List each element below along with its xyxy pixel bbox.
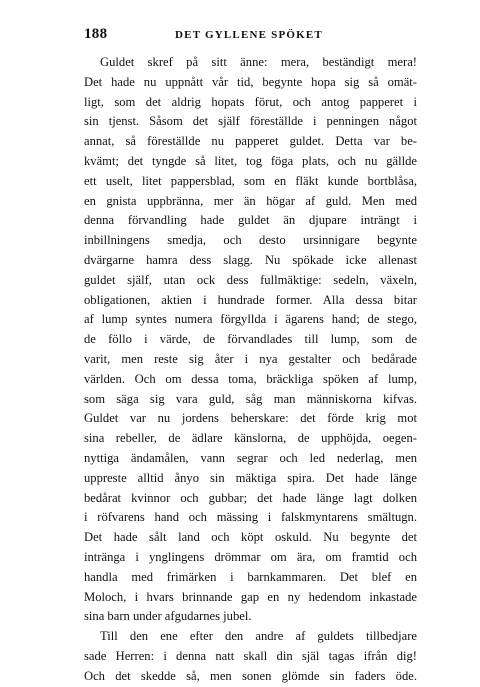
text-line: världen. Och om dessa toma, bräckliga spöken af lump,: [84, 371, 417, 386]
text-line: i röfvarens hand och mässing i falskmyntarens smältugn.: [84, 510, 417, 525]
text-line: intränga i ynglingens drömmar om ära, om framtid och: [84, 549, 417, 564]
text-line: ligt, som det aldrig hopats förut, och antog papperet i: [84, 94, 417, 109]
text-line: sin tjenst. Såsom det själf föreställde i penningen något: [84, 114, 417, 129]
text-line: annat, så föreställde nu papperet guldet. Detta var be-: [84, 134, 417, 149]
text-line: Det hade sålt land och köpt oskuld. Nu begynte det: [84, 530, 417, 545]
text-line: bedårat kvinnor och gubbar; det hade länge lagt dolken: [84, 490, 417, 505]
text-line: inbillningens smedja, och desto ursinnigare begynte: [84, 233, 417, 248]
text-line: Guldet skref på sitt änne: mera, beständigt mera!: [100, 55, 417, 69]
text-line: dvärgarne hamra dess slagg. Nu spökade icke allenast: [84, 252, 417, 267]
text-line: nyttiga ändamålen, vann segrar och led nederlag, men: [84, 450, 417, 465]
body-text: [84, 53, 417, 687]
text-line: af lump syntes numera förgyllda i ägarens hand; de stego,: [84, 312, 417, 327]
text-line: guldet själf, utan ock dess fullmäktige: sedeln, växeln,: [84, 272, 417, 287]
text-line: en gnista uppbränna, mer än högar af guld. Men med: [84, 193, 417, 208]
text-line: Guldet var nu jordens beherskare: det förde krig mot: [84, 411, 417, 426]
page-number: 188: [84, 26, 108, 42]
text-line: sina barn under afgudarnes jubel.: [84, 609, 252, 624]
text-line: handla med frimärken i barnkammaren. Det blef en: [84, 569, 417, 584]
page-header: [84, 26, 414, 46]
text-line: varit, men reste sig åter i nya gestalter och bedårade: [84, 351, 417, 366]
text-line: Moloch, i hvars brinnande gap en ny hedendom inkastade: [84, 589, 417, 604]
text-line: Till den ene efter den andre af guldets tillbedjare: [100, 629, 417, 644]
text-line: denna förvandling hade guldet än djupare inträngt i: [84, 213, 417, 228]
text-line: ett uselt, litet pappersblad, som en fläkt kunde bortblåsa,: [84, 173, 417, 188]
text-line: Det hade nu uppnått vår tid, begynte hopa sig så omät-: [84, 74, 417, 89]
text-line: de föllo i värde, de förvandlades till lump, som de: [84, 332, 417, 347]
text-line: uppreste alltid ånyo sin mäktiga spira. Det hade länge: [84, 470, 417, 485]
text-line: obligationen, aktien i hundrade former. Alla dessa bitar: [84, 292, 417, 307]
text-line: sina rebeller, de ädlare känslorna, de upphöjda, oegen-: [84, 431, 417, 446]
running-title: DET GYLLENE SPÖKET: [175, 29, 323, 41]
text-line: Och det skedde så, men sonen glömde sin faders öde.: [84, 668, 417, 683]
text-line: kvämt; det tyngde så litet, tog föga plats, och nu gällde: [84, 153, 417, 168]
text-line: som säga sig vara guld, såg man människorna kifvas.: [84, 391, 417, 406]
text-line: sade Herren: i denna natt skall din själ tagas ifrån dig!: [84, 648, 417, 663]
